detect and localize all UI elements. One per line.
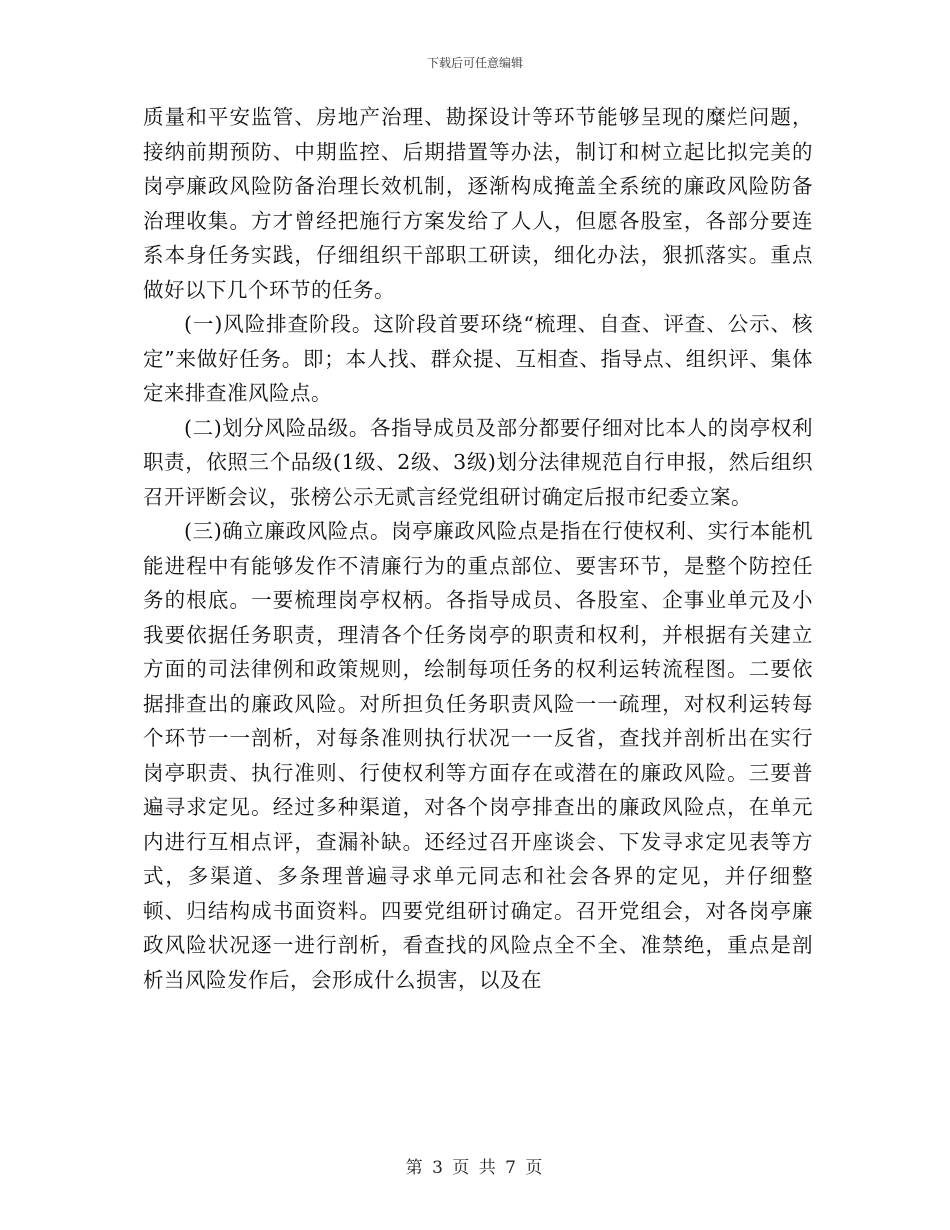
page-header-note: 下载后可任意编辑: [426, 56, 523, 70]
page-number: 第 3 页 共 7 页: [405, 1158, 545, 1178]
paragraph-continued: 质量和平安监管、房地产治理、勘探设计等环节能够呈现的糜烂问题，接纳前期预防、中期监控、后期措置等办法，制订和树立起比拟完美的岗亭廉政风险防备治理长效机制，逐渐构成掩盖全系统的廉政风险防备治理收集。方才曾经把施行方案发给了人人，但愿各股室，各部分要连系本身任务实践，仔细组织干部职工研读，细化办法，狠抓落实。重点做好以下几个环节的任务。: [143, 105, 813, 302]
paragraph-risk-levels: (二)划分风险品级。各指导成员及部分都要仔细对比本人的岗亭权利职责，依照三个品级(1级、2级、3级)划分法律规范自行申报，然后组织召开评断会议，张榜公示无贰言经党组研讨确定后报市纪委立案。: [143, 415, 813, 509]
paragraph-risk-points: (三)确立廉政风险点。岗亭廉政风险点是指在行使权利、实行本能机能进程中有能够发作不清廉行为的重点部位、要害环节，是整个防控任务的根底。一要梳理岗亭权柄。各指导成员、各股室、企事业单元及小我要依据任务职责，理清各个任务岗亭的职责和权利，并根据有关建立方面的司法律例和政策规则，绘制每项任务的权利运转流程图。二要依据排查出的廉政风险。对所担负任务职责风险一一疏理，对权利运转每个环节一一剖析，对每条准则执行状况一一反省，查找并剖析出在实行岗亭职责、执行准则、行使权利等方面存在或潜在的廉政风险。三要普遍寻求定见。经过多种渠道，对各个岗亭排查出的廉政风险点，在单元内进行互相点评，查漏补缺。还经过召开座谈会、下发寻求定见表等方式，多渠道、多条理普遍寻求单元同志和社会各界的定见，并仔细整顿、归结构成书面资料。四要党组研讨确定。召开党组会，对各岗亭廉政风险状况逐一进行剖析，看查找的风险点全不全、准禁绝，重点是剖析当风险发作后，会形成什么损害，以及在: [143, 519, 813, 992]
document-body: [143, 100, 813, 997]
paragraph-risk-investigation: (一)风险排查阶段。这阶段首要环绕“梳理、自查、评查、公示、核定”来做好任务。即；本人找、群众提、互相查、指导点、组织评、集体定来排查准风险点。: [143, 312, 813, 405]
